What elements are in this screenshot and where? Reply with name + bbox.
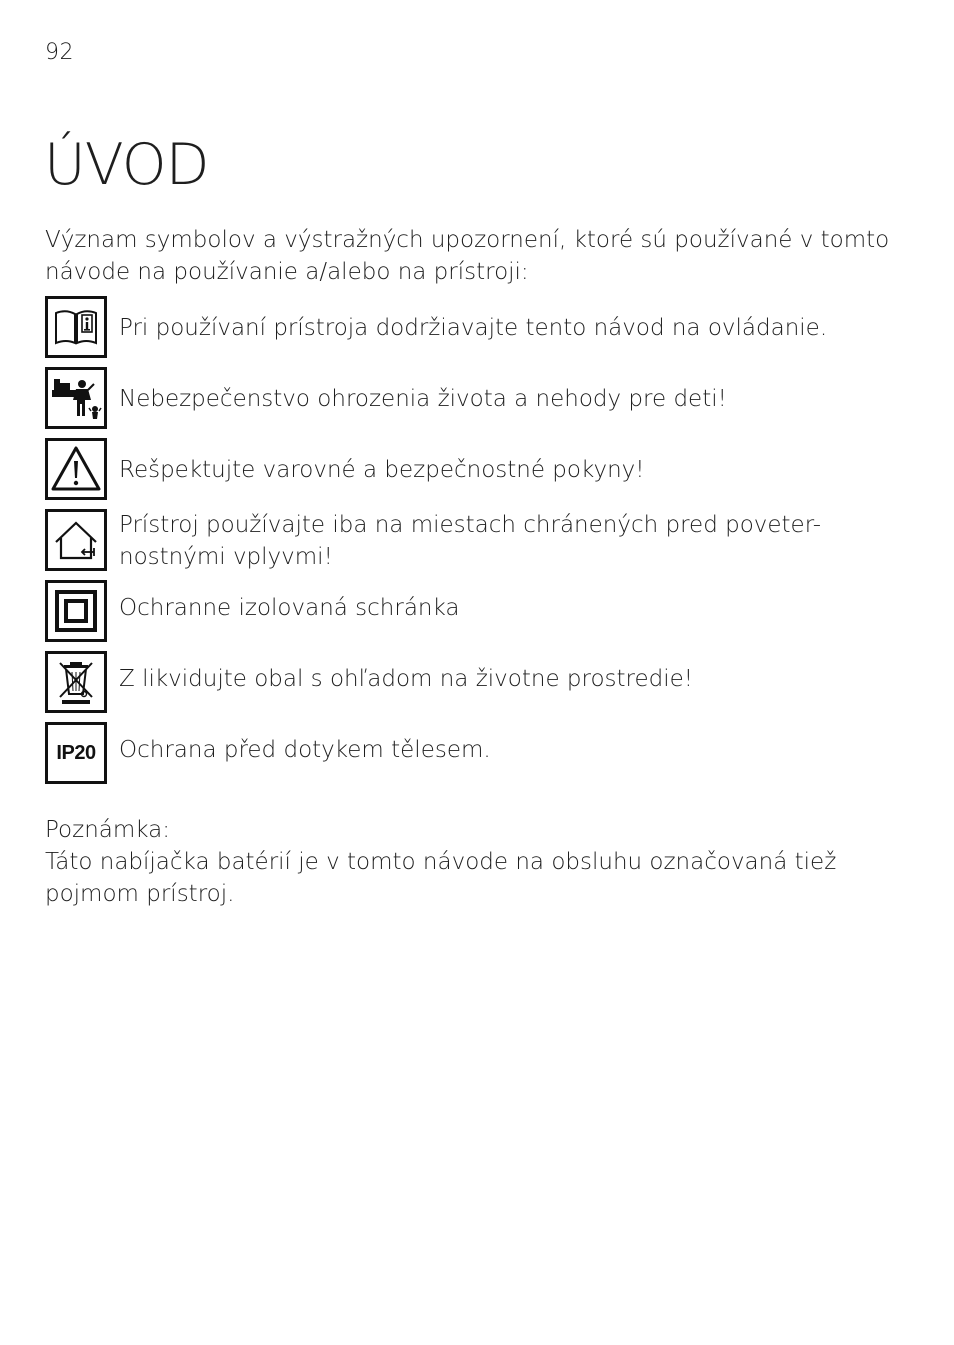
intro-line-1: Význam symbolov a výstražných upozornení, ktoré sú používané v tomto: [45, 227, 890, 253]
intro-paragraph: [45, 224, 905, 288]
ip20-label: IP20: [56, 741, 96, 764]
intro-line-2: návode na používanie a/alebo na prístroji:: [45, 259, 529, 285]
symbol-row-warning: [45, 438, 925, 500]
note-label: Poznámka:: [45, 817, 171, 843]
note-line-2: pojmom prístroj.: [45, 881, 235, 907]
symbol-text-indoor: [119, 509, 821, 573]
note-line-1: Táto nabíjačka batérií je v tomto návode na obsluhu označovaná tiež: [45, 849, 837, 875]
symbol-text-double-insulation: Ochranne izolovaná schránka: [119, 595, 460, 621]
note-text: [45, 846, 905, 910]
ip20-icon: [45, 722, 107, 784]
child-danger-icon: [45, 367, 107, 429]
warning-triangle-icon: [45, 438, 107, 500]
indoor-use-house-icon: [45, 509, 107, 571]
symbol-row-ip20: [45, 722, 925, 784]
manual-info-icon: [45, 296, 107, 358]
symbol-text-manual: Pri používaní prístroja dodržiavajte tento návod na ovládanie.: [119, 315, 828, 341]
page-number: 92: [45, 40, 74, 65]
symbol-text-warning: Rešpektujte varovné a bezpečnostné pokyny!: [119, 457, 645, 483]
symbol-row-double-insulation: [45, 580, 925, 642]
symbol-text-indoor-line-2: nostnými vplyvmi!: [119, 544, 333, 570]
symbol-row-disposal: [45, 651, 925, 713]
symbol-text-indoor-line-1: Prístroj používajte iba na miestach chránených pred poveter-: [119, 512, 821, 538]
symbol-row-indoor: [45, 509, 925, 571]
crossed-bin-icon: [45, 651, 107, 713]
symbol-text-child-danger: Nebezpečenstvo ohrozenia života a nehody pre deti!: [119, 386, 727, 412]
page-title: ÚVOD: [44, 132, 209, 198]
double-insulation-icon: [45, 580, 107, 642]
symbol-row-manual: [45, 296, 925, 358]
symbol-text-ip20: Ochrana před dotykem tělesem.: [119, 737, 491, 763]
symbol-row-child-danger: [45, 367, 925, 429]
symbol-text-disposal: Z likvidujte obal s ohľadom na životne prostredie!: [119, 666, 694, 692]
